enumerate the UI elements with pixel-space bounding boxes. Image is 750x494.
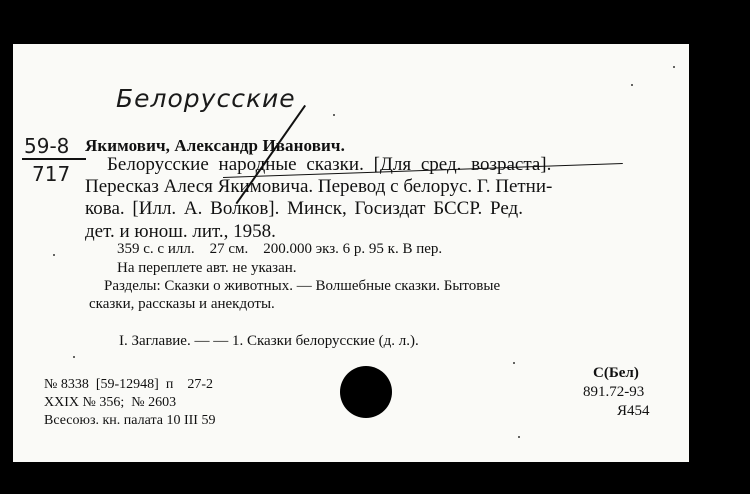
call-number-top: 59-8: [24, 134, 70, 158]
author-heading: Якимович, Александр Иванович.: [85, 136, 345, 155]
note-binding: На переплете авт. не указан.: [117, 260, 297, 276]
title-line-1: Белорусские народные сказки. [Для сред. возраста].: [107, 154, 552, 175]
call-number-bottom: 717: [32, 162, 71, 186]
punch-hole: [340, 366, 392, 418]
classification-code: С(Бел): [593, 365, 639, 381]
classification-udc: 891.72-93: [583, 384, 645, 400]
title-line-3: кова. [Илл. А. Волков]. Минск, Госиздат БССР. Ред.: [85, 198, 523, 219]
call-number-divider: [22, 158, 86, 160]
scan-speck: [73, 356, 75, 358]
handwritten-subject: Белорусские: [116, 84, 296, 113]
register-line-3: Всесоюз. кн. палата 10 III 59: [44, 413, 216, 428]
scan-speck: [333, 114, 335, 116]
scan-speck: [631, 84, 633, 86]
scan-speck: [53, 254, 55, 256]
classification-author-mark: Я454: [617, 403, 650, 419]
physical-description: 359 с. с илл. 27 см. 200.000 экз. 6 р. 95 к. В пер.: [117, 241, 443, 257]
title-line-2: Пересказ Алеся Якимовича. Перевод с белорус. Г. Петни-: [85, 176, 553, 197]
register-line-1: № 8338 [59-12948] п 27-2: [44, 377, 213, 392]
scan-speck: [673, 66, 675, 68]
tracings: I. Заглавие. — — 1. Сказки белорусские (д. л.).: [119, 333, 419, 349]
note-sections-2: сказки, рассказы и анекдоты.: [89, 296, 275, 312]
catalog-card: [13, 44, 689, 462]
note-sections-1: Разделы: Сказки о животных. — Волшебные сказки. Бытовые: [104, 278, 501, 294]
scan-speck: [518, 436, 520, 438]
scan-speck: [513, 362, 515, 364]
title-line-4: дет. и юнош. лит., 1958.: [85, 221, 276, 242]
register-line-2: XXIX № 356; № 2603: [44, 395, 177, 410]
